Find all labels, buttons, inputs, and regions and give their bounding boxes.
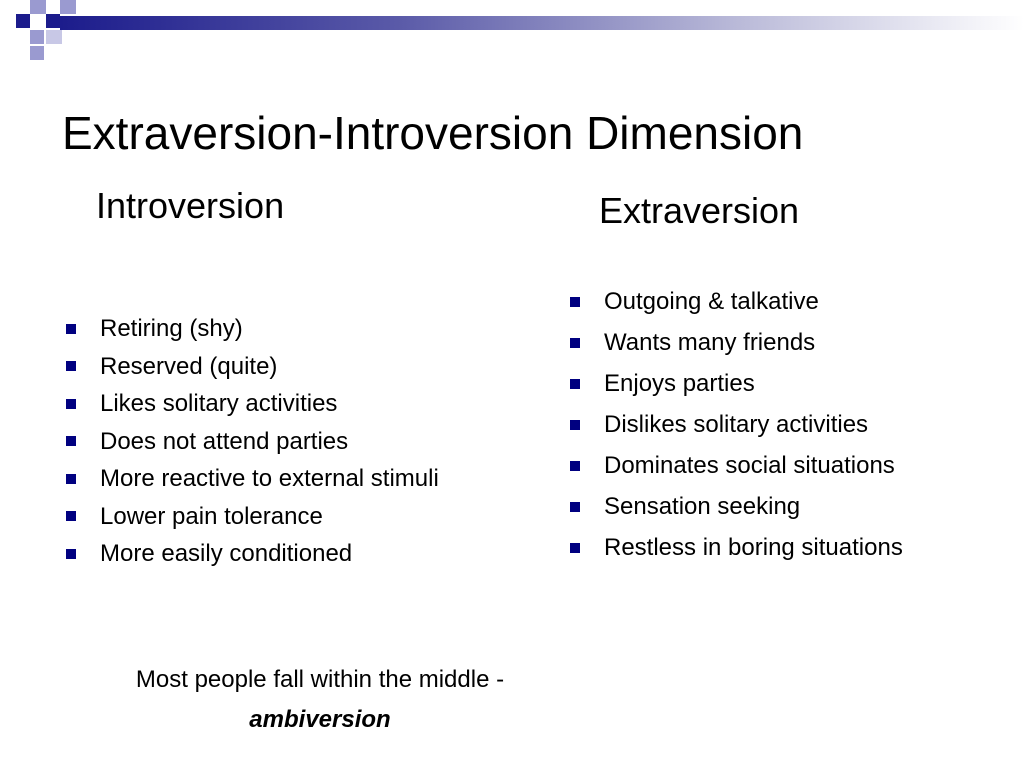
deco-square-navy (46, 14, 60, 28)
list-item (566, 322, 903, 363)
list-item (566, 527, 903, 568)
square-bullet-icon (570, 461, 580, 471)
deco-square-lavender (30, 46, 44, 60)
list-item-text: Outgoing & talkative (604, 288, 819, 315)
list-item-text: More reactive to external stimuli (100, 465, 439, 492)
square-bullet-icon (66, 436, 76, 446)
extraversion-heading: Extraversion (599, 190, 800, 231)
slide-title: Extraversion-Introversion Dimension (62, 107, 804, 159)
list-item-text: Sensation seeking (604, 493, 801, 520)
deco-square-lavender (60, 0, 76, 14)
square-bullet-icon (66, 511, 76, 521)
list-item (566, 281, 903, 322)
list-item-text: Does not attend parties (100, 427, 349, 455)
list-item (62, 498, 439, 536)
deco-square-navy (16, 14, 30, 28)
deco-square-lavender (30, 30, 44, 44)
list-item (62, 385, 439, 423)
gradient-band (60, 16, 1024, 30)
ambiversion-note (100, 660, 540, 740)
list-item (62, 460, 439, 498)
list-item-text: Likes solitary activities (100, 390, 338, 417)
list-item-text: Restless in boring situations (604, 534, 903, 561)
list-item-text: Reserved (quite) (100, 352, 278, 380)
square-bullet-icon (570, 543, 580, 553)
list-item-text: Retiring (shy) (100, 315, 243, 342)
square-bullet-icon (570, 420, 580, 430)
list-item (62, 535, 439, 573)
list-item-text: More easily conditioned (100, 540, 353, 567)
list-item (566, 445, 903, 486)
list-item (566, 404, 903, 445)
extraversion-list (566, 281, 903, 568)
list-item (62, 423, 439, 461)
ambiversion-term: ambiversion (249, 706, 391, 733)
deco-square-lavender (30, 0, 46, 14)
square-bullet-icon (570, 502, 580, 512)
list-item (566, 486, 903, 527)
square-bullet-icon (570, 297, 580, 307)
introversion-heading: Introversion (96, 185, 285, 226)
introversion-list (62, 310, 439, 573)
square-bullet-icon (66, 474, 76, 484)
square-bullet-icon (66, 361, 76, 371)
list-item (566, 363, 903, 404)
square-bullet-icon (66, 399, 76, 409)
list-item-text: Wants many friends (604, 329, 816, 356)
list-item-text: Lower pain tolerance (100, 502, 323, 530)
square-bullet-icon (66, 549, 76, 559)
list-item (62, 348, 439, 386)
square-bullet-icon (570, 379, 580, 389)
square-bullet-icon (570, 338, 580, 348)
square-bullet-icon (66, 324, 76, 334)
list-item (62, 310, 439, 348)
note-text: Most people fall within the middle - (135, 666, 505, 693)
list-item-text: Dislikes solitary activities (604, 411, 869, 438)
deco-square-pale (46, 30, 62, 44)
list-item-text: Dominates social situations (604, 452, 895, 479)
list-item-text: Enjoys parties (604, 370, 755, 397)
